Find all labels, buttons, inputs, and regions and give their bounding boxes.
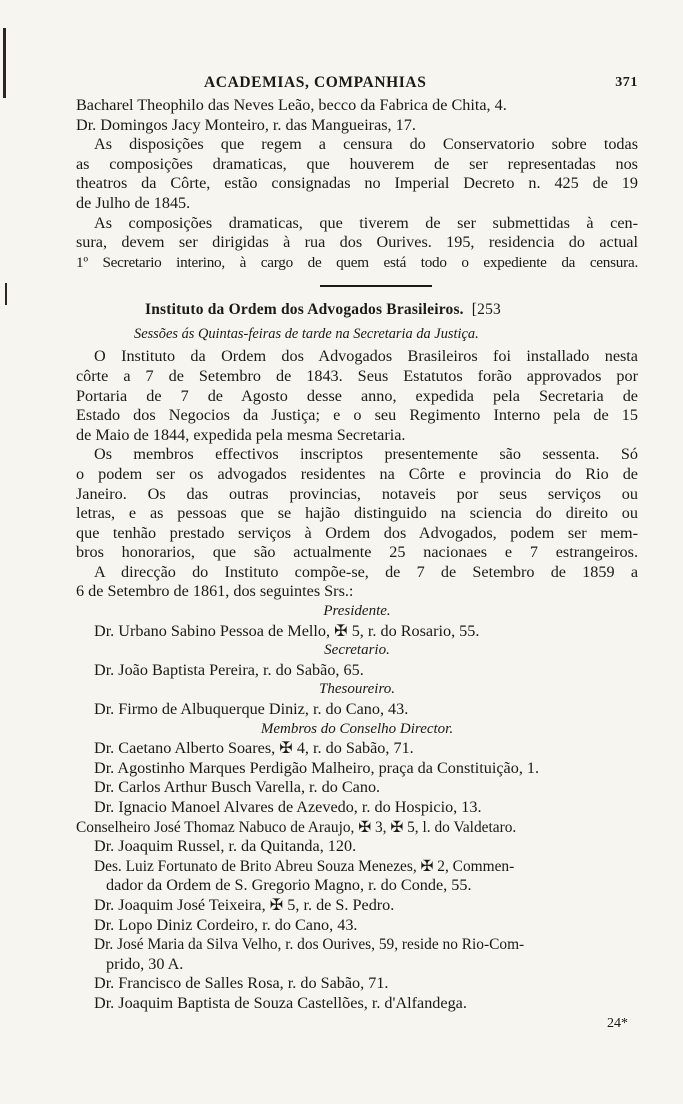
text-line: de Maio de 1844, expedida pela mesma Secretaria. [76,425,406,444]
list-item: Dr. Domingos Jacy Monteiro, r. das Mangueiras, 17. [76,115,416,134]
role-heading-thesoureiro: Thesoureiro. [319,681,395,698]
list-item: Conselheiro José Thomaz Nabuco de Araujo, ✠ 3, ✠ 5, l. do Valdetaro. [76,818,517,836]
paragraph-membros [76,445,638,563]
text-line: côrte a 7 de Setembro de 1843. Seus Estatutos forão approvados por [76,366,638,385]
text-line: letras, e as pessoas que se hajão distinguido na sciencia do direito ou [76,504,638,523]
text-line: As disposições que regem a censura do Conservatorio sobre todas [94,135,638,154]
text-line: sura, devem ser dirigidas à rua dos Ourives. 195, residencia do actual [76,233,638,252]
list-item: Dr. Carlos Arthur Busch Varella, r. do Cano. [94,778,381,797]
list-item: prido, 30 A. [106,954,184,973]
section-title: Instituto da Ordem dos Advogados Brasileiros. [145,301,464,319]
document-page [76,74,638,1034]
header-title: ACADEMIAS, COMPANHIAS [204,74,427,91]
list-item: dador da Ordem de S. Gregorio Magno, r. do Conde, 55. [106,876,472,895]
text-line: Portaria de 7 de Agosto desse anno, expedida pela Secretaria de [76,386,638,405]
paragraph-censura-disposicoes [76,135,638,213]
text-line: o podem ser os advogados residentes na Côrte e provincia do Rio de [76,464,638,483]
list-item: Bacharel Theophilo das Neves Leão, becco da Fabrica de Chita, 4. [76,96,507,114]
signature-mark: 24* [607,1015,628,1031]
text-line: bros honorarios, que são actualmente 25 nacionaes e 7 estrangeiros. [76,543,638,562]
text-line: O Instituto da Ordem dos Advogados Brasileiros foi installado nesta [94,347,638,366]
binding-edge-mark [5,283,7,305]
role-heading-secretario: Secretario. [324,642,390,659]
officer-secretario: Dr. João Baptista Pereira, r. do Sabão, 65. [94,660,364,679]
section-subtitle: Sessões ás Quintas-feiras de tarde na Secretaria da Justiça. [134,326,479,343]
text-line: 1º Secretario interino, à cargo de quem está todo o expediente da censura. [76,253,638,271]
text-line: As composições dramaticas, que tiverem de ser submettidas à cen- [94,213,638,232]
text-line: Estado dos Negocios da Justiça; e o seu Regimento Interno pela de 15 [76,406,638,425]
text-line: 6 de Setembro de 1861, dos seguintes Srs.: [76,582,354,601]
role-heading-presidente: Presidente. [323,603,391,620]
paragraph-direccao [76,563,638,602]
list-item: Dr. Lopo Diniz Cordeiro, r. do Cano, 43. [94,915,358,934]
page-number: 371 [615,75,638,90]
section-divider [320,285,432,287]
section-number: [253 [471,301,501,319]
conselho-list [76,739,638,1013]
officer-presidente: Dr. Urbano Sabino Pessoa de Mello, ✠ 5, r. do Rosario, 55. [94,621,480,640]
list-item: Dr. Francisco de Salles Rosa, r. do Sabão, 71. [94,974,389,993]
running-header [76,74,638,96]
list-item: Dr. Joaquim Russel, r. da Quitanda, 120. [94,837,357,856]
text-line: A direcção do Instituto compõe-se, de 7 de Setembro de 1859 a [94,562,638,581]
paragraph-censura-envio [76,214,638,273]
list-item: Dr. Agostinho Marques Perdigão Malheiro, praça da Constituição, 1. [94,758,540,777]
list-item: Dr. Joaquim José Teixeira, ✠ 5, r. de S. Pedro. [94,895,395,914]
role-heading-conselho: Membros do Conselho Director. [260,720,454,737]
list-item: Des. Luiz Fortunato de Brito Abreu Souza Menezes, ✠ 2, Commen- [94,857,515,875]
text-line: de Julho de 1845. [76,193,191,212]
section-heading [145,300,638,320]
body-text [76,96,638,1034]
text-line: Os membros effectivos inscriptos presentemente são sessenta. Só [94,445,638,464]
text-line: Janeiro. Os das outras provincias, notaveis por seus serviços ou [76,484,638,503]
text-line: que tenhão prestado serviços à Ordem dos Advogados, podem ser mem- [76,523,638,542]
text-line: as composições dramaticas, que houverem de ser representadas nos [76,154,638,173]
list-item: Dr. Ignacio Manoel Alvares de Azevedo, r. do Hospicio, 13. [94,798,482,816]
list-item: Dr. Caetano Alberto Soares, ✠ 4, r. do Sabão, 71. [94,739,414,758]
list-item: Dr. Joaquim Baptista de Souza Castellões, r. d'Alfandega. [94,993,467,1012]
paragraph-instituto-historia [76,347,638,445]
officer-thesoureiro: Dr. Firmo de Albuquerque Diniz, r. do Cano, 43. [94,700,409,719]
list-item: Dr. José Maria da Silva Velho, r. dos Ourives, 59, reside no Rio-Com- [94,936,525,954]
text-line: theatros da Côrte, estão consignadas no Imperial Decreto n. 425 de 19 [76,174,638,193]
binding-edge-mark [3,28,6,98]
